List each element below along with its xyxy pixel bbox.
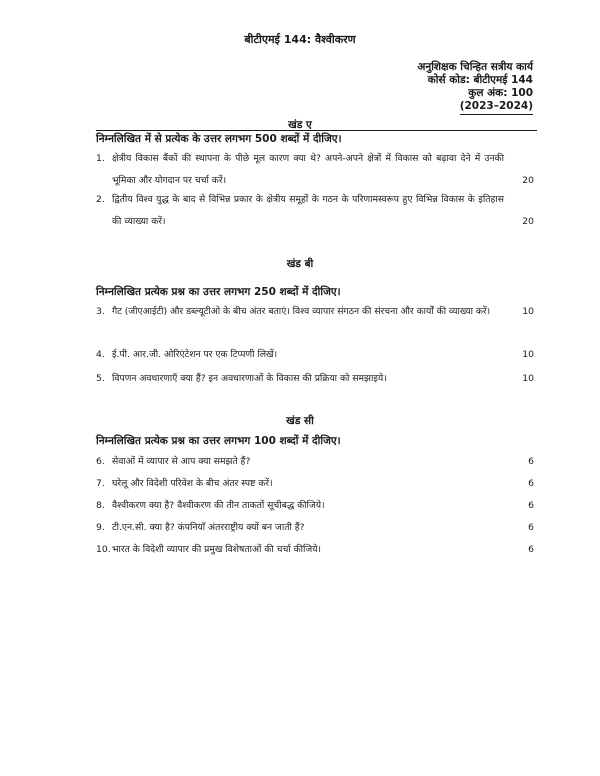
- question-text: सेवाओं में व्यापार से आप क्या समझते हैं?: [112, 456, 251, 467]
- question-text: वैश्वीकरण क्या है? वैश्वीकरण की तीन ताकतों सूचीबद्ध कीजिये।: [112, 500, 325, 511]
- section-a-divider: [96, 130, 537, 131]
- question-item: [96, 539, 538, 561]
- question-text: टी.एन.सी. क्या है? कंपनियाँ अंतरराष्ट्रीय क्यों बन जाती हैं?: [112, 522, 305, 533]
- section-c-label: खंड सी: [286, 415, 314, 427]
- question-text: द्वितीय विश्व युद्ध के बाद से विभिन्न प्रकार के क्षेत्रीय समूहों के गठन के परिणामस्वरूप हुए विभिन्न विकास के इतिहास की व्याख्या करें।: [112, 194, 504, 227]
- question-item: [96, 495, 538, 517]
- question-number: 3.: [96, 306, 105, 317]
- question-item: [96, 189, 538, 233]
- question-number: 8.: [96, 500, 105, 511]
- question-marks: 20: [522, 216, 534, 227]
- question-marks: 10: [522, 349, 534, 360]
- question-item: [96, 148, 538, 192]
- question-number: 6.: [96, 456, 105, 467]
- question-marks: 6: [528, 456, 534, 467]
- question-number: 9.: [96, 522, 105, 533]
- question-text: गैट (जीएआईटी) और डब्ल्यूटीओ के बीच अंतर बताएं। विश्व व्यापार संगठन की संरचना और कार्यों की व्याख्या करें।: [112, 306, 491, 317]
- question-marks: 6: [528, 478, 534, 489]
- question-item: [96, 473, 538, 495]
- question-item: [96, 451, 538, 473]
- question-number: 5.: [96, 373, 105, 384]
- section-b-label: खंड बी: [286, 258, 314, 270]
- section-b-instruction: निम्नलिखित प्रत्येक प्रश्न का उत्तर लगभग 250 शब्दों में दीजिए।: [96, 286, 341, 298]
- question-text: विपणन अवधारणाएँ क्या हैं? इन अवधारणाओं के विकास की प्रक्रिया को समझाइये।: [112, 373, 387, 384]
- question-marks: 10: [522, 373, 534, 384]
- question-item: [96, 368, 538, 390]
- section-a-label: खंड ए: [288, 119, 312, 131]
- question-text: भारत के विदेशी व्यापार की प्रमुख विशेषताओं की चर्चा कीजिये।: [112, 544, 322, 555]
- session-year: (2023–2024): [460, 100, 533, 115]
- question-item: [96, 517, 538, 539]
- question-marks: 20: [522, 175, 534, 186]
- question-item: [96, 301, 538, 323]
- question-text: क्षेत्रीय विकास बैंकों की स्थापना के पीछे मूल कारण क्या थे? अपने-अपने क्षेत्रों में विकास को बढ़ावा देने में उनकी भूमिका और योगदान पर चर्चा करें।: [112, 153, 504, 186]
- question-marks: 6: [528, 522, 534, 533]
- total-marks: कुल अंक: 100: [468, 87, 533, 99]
- question-marks: 6: [528, 500, 534, 511]
- document-title: बीटीएमई 144: वैश्वीकरण: [244, 33, 356, 46]
- question-number: 1.: [96, 153, 105, 164]
- assignment-type: अनुशिक्षक चिन्हित सत्रीय कार्य: [417, 61, 533, 73]
- question-item: [96, 344, 538, 366]
- section-c-instruction: निम्नलिखित प्रत्येक प्रश्न का उत्तर लगभग 100 शब्दों में दीजिए।: [96, 435, 341, 447]
- assignment-meta: [417, 61, 533, 115]
- question-text: घरेलू और विदेशी परिवेश के बीच अंतर स्पष्ट करें।: [112, 478, 273, 489]
- section-a-instruction: निम्नलिखित में से प्रत्येक के उत्तर लगभग 500 शब्दों में दीजिए।: [96, 133, 342, 145]
- question-number: 2.: [96, 194, 105, 205]
- question-text: ई.पी. आर.जी. ओरिएंटेशन पर एक टिप्पणी लिखें।: [112, 349, 278, 360]
- course-code: कोर्स कोड: बीटीएमई 144: [427, 74, 533, 86]
- question-number: 4.: [96, 349, 105, 360]
- question-marks: 10: [522, 306, 534, 317]
- question-marks: 6: [528, 544, 534, 555]
- question-number: 10.: [96, 544, 111, 555]
- question-number: 7.: [96, 478, 105, 489]
